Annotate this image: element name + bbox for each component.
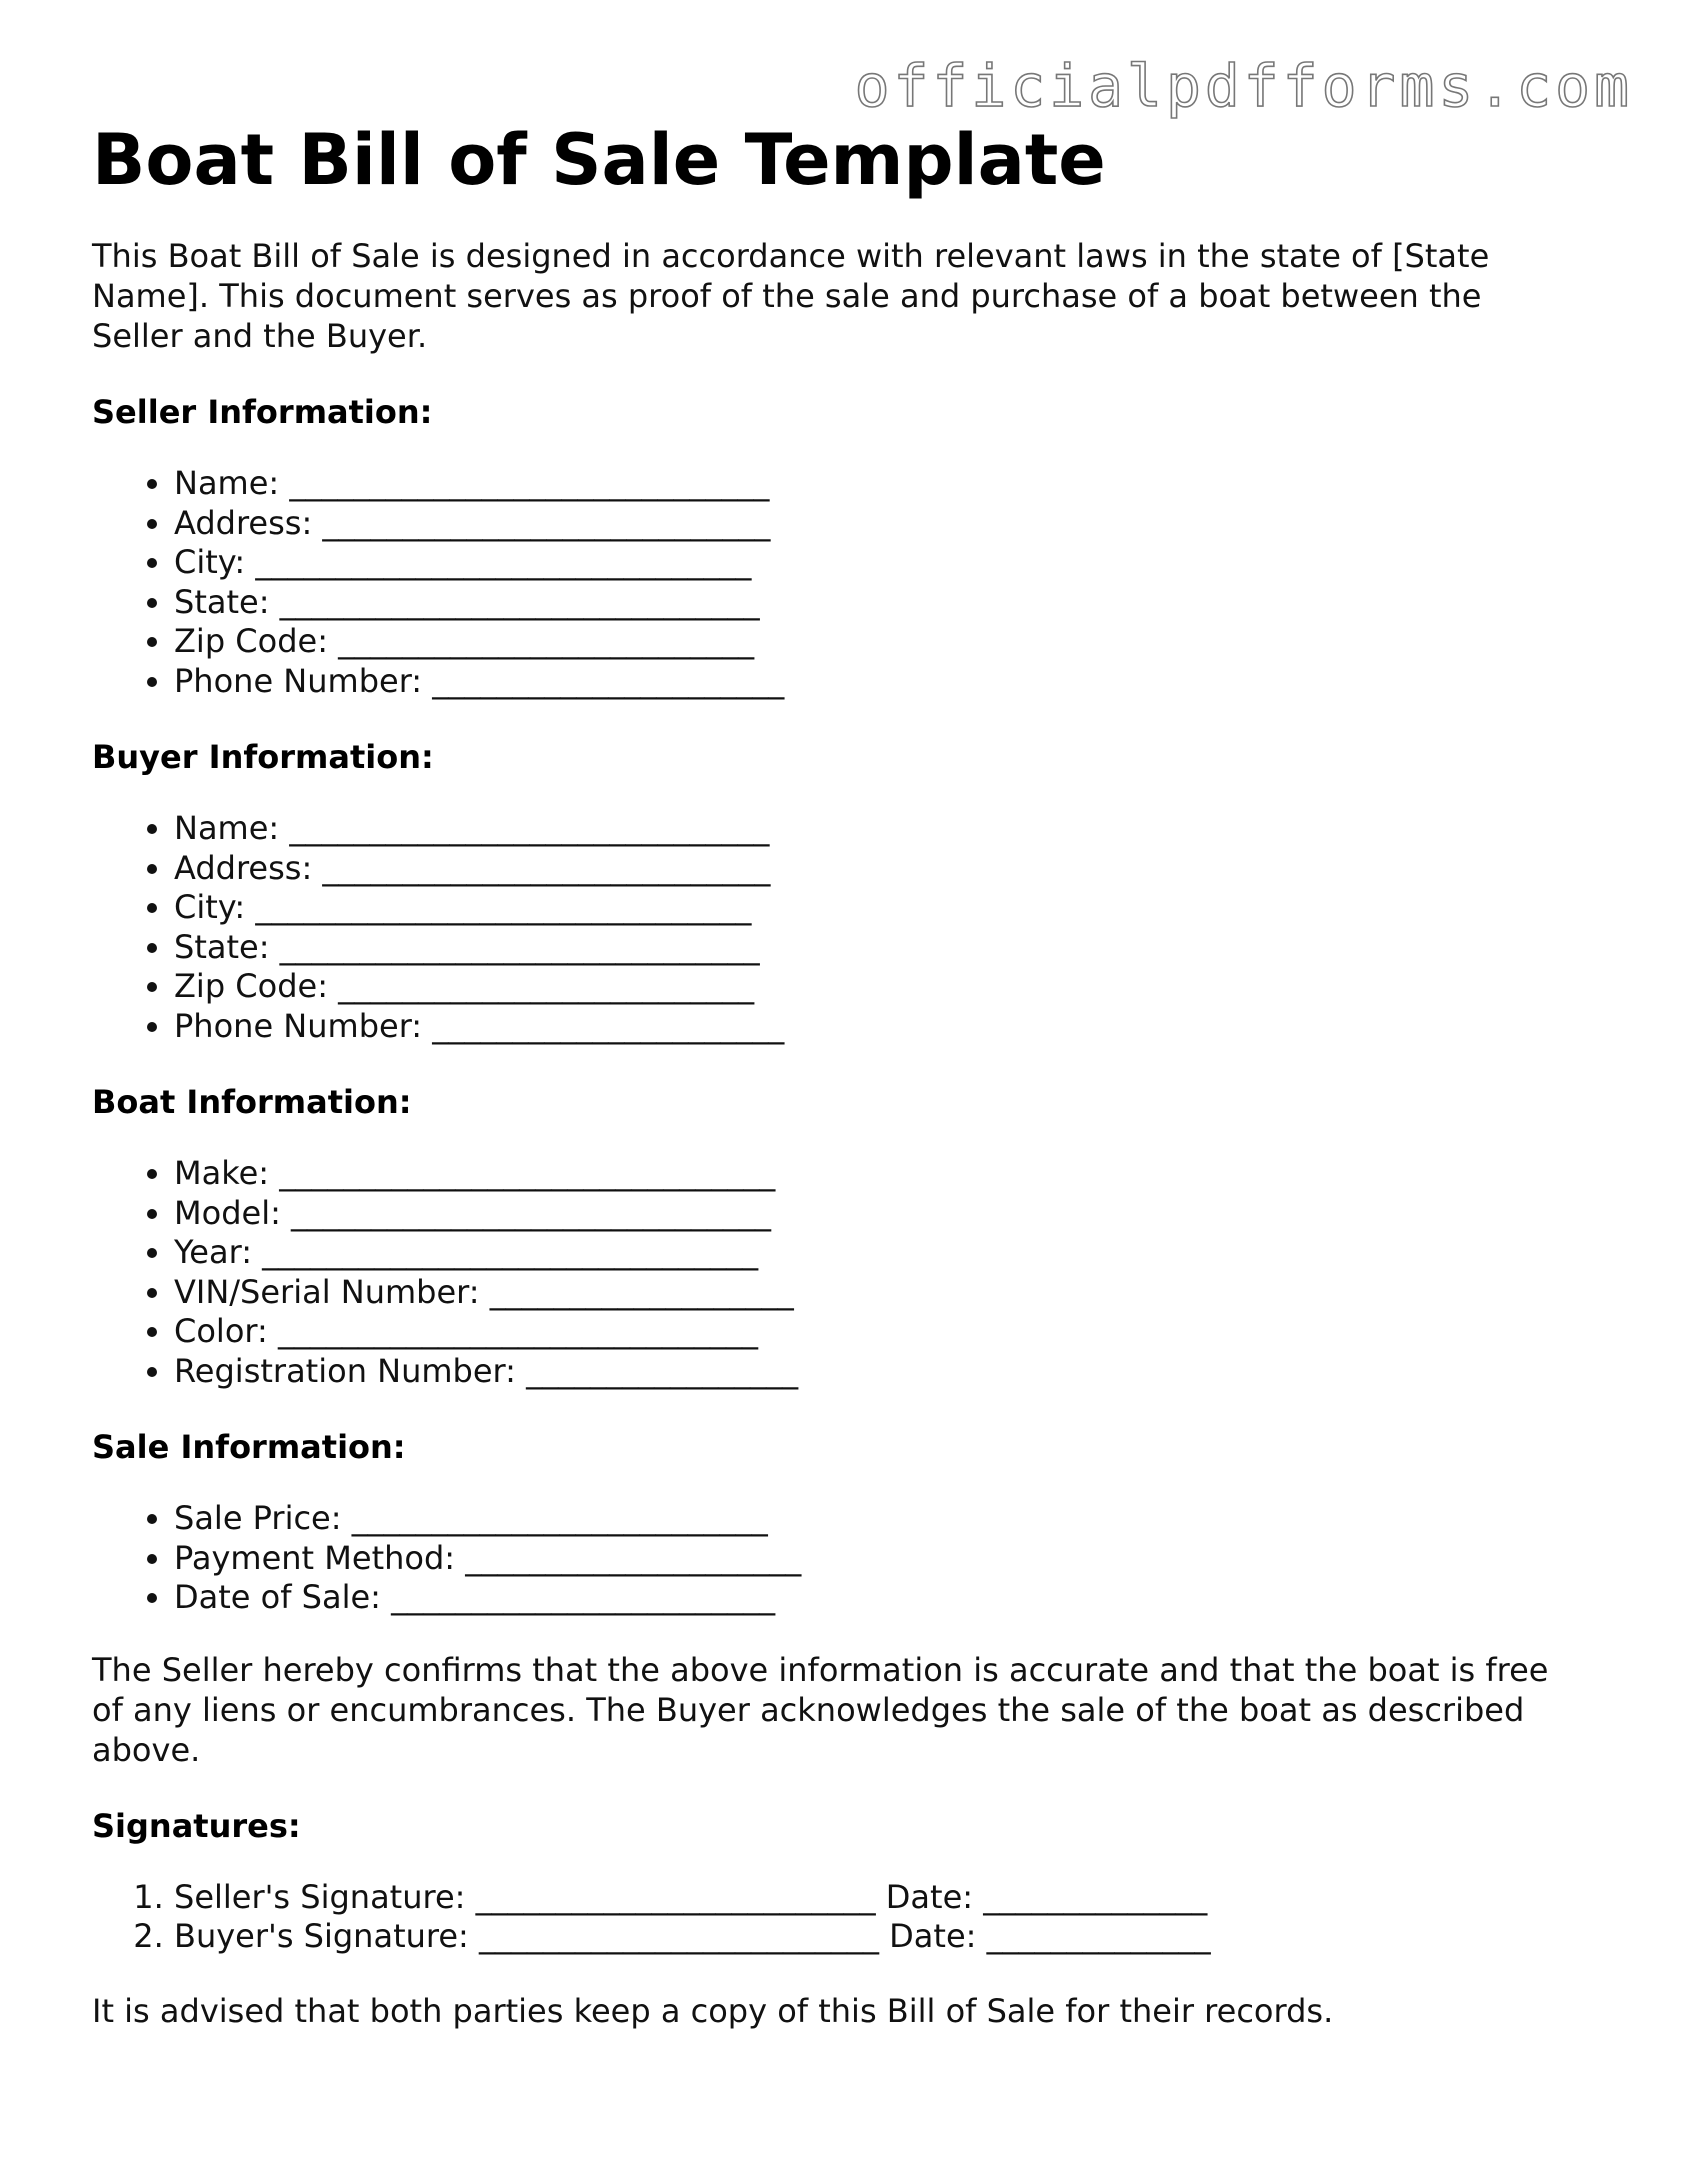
- closing-paragraph: The Seller hereby confirms that the above information is accurate and that the boat is free of any liens or encumbrances. The Buyer acknowledges the sale of the boat as described above.: [92, 1650, 1549, 1769]
- buyer-address-blank[interactable]: ____________________________: [322, 848, 771, 887]
- field-label: Year:: [174, 1233, 252, 1271]
- field-label: VIN/Serial Number:: [174, 1272, 480, 1311]
- boat-registration-field: [174, 1352, 1582, 1392]
- field-label: Model:: [174, 1193, 281, 1232]
- sale-price-field: [174, 1499, 1582, 1539]
- boat-heading: Boat Information:: [92, 1083, 412, 1121]
- page-title: Boat Bill of Sale Template: [92, 119, 1106, 201]
- seller-address-field: [174, 504, 1582, 544]
- seller-city-blank[interactable]: _______________________________: [255, 543, 752, 581]
- seller-phone-blank[interactable]: ______________________: [432, 661, 785, 700]
- buyer-city-field: [174, 888, 1582, 928]
- boat-make-blank[interactable]: _______________________________: [279, 1154, 776, 1192]
- boat-model-field: [174, 1194, 1582, 1234]
- boat-color-blank[interactable]: ______________________________: [277, 1312, 758, 1350]
- buyer-address-field: [174, 849, 1582, 889]
- boat-make-field: [174, 1154, 1582, 1194]
- date-label: Date:: [885, 1877, 974, 1916]
- seller-state-field: [174, 583, 1582, 623]
- payment-method-blank[interactable]: _____________________: [465, 1538, 802, 1577]
- buyer-state-field: [174, 928, 1582, 968]
- boat-color-field: [174, 1312, 1582, 1352]
- buyer-state-blank[interactable]: ______________________________: [279, 927, 760, 966]
- date-label: Date:: [889, 1917, 977, 1955]
- boat-year-blank[interactable]: _______________________________: [262, 1233, 759, 1271]
- final-note: It is advised that both parties keep a copy of this Bill of Sale for their records.: [92, 1991, 1334, 2030]
- buyer-zip-blank[interactable]: __________________________: [338, 967, 755, 1005]
- buyer-date-blank[interactable]: ______________: [986, 1917, 1211, 1955]
- seller-signature-line: [174, 1878, 1582, 1918]
- field-label: Make:: [174, 1154, 270, 1192]
- field-label: Color:: [174, 1312, 268, 1350]
- seller-signature-blank[interactable]: _________________________: [475, 1877, 876, 1916]
- field-label: City:: [174, 888, 246, 926]
- field-label: Zip Code:: [174, 622, 328, 660]
- field-label: Name:: [174, 809, 280, 847]
- sale-heading: Sale Information:: [92, 1428, 406, 1466]
- field-label: Sale Price:: [174, 1499, 342, 1537]
- field-label: Phone Number:: [174, 661, 423, 700]
- sale-price-blank[interactable]: __________________________: [351, 1499, 768, 1537]
- payment-method-field: [174, 1539, 1582, 1579]
- field-label: Registration Number:: [174, 1351, 516, 1390]
- seller-name-field: [174, 464, 1582, 504]
- field-label: Payment Method:: [174, 1538, 456, 1577]
- field-label: Date of Sale:: [174, 1578, 381, 1616]
- signature-list: [92, 1878, 1582, 1957]
- seller-field-list: [92, 464, 1582, 701]
- buyer-name-field: [174, 809, 1582, 849]
- buyer-phone-blank[interactable]: ______________________: [432, 1006, 785, 1045]
- boat-year-field: [174, 1233, 1582, 1273]
- buyer-name-blank[interactable]: ______________________________: [289, 809, 770, 847]
- buyer-field-list: [92, 809, 1582, 1046]
- signatures-heading: Signatures:: [92, 1806, 301, 1845]
- signature-label: Seller's Signature:: [174, 1877, 466, 1916]
- buyer-heading: Buyer Information:: [92, 738, 434, 776]
- document-page: [92, 118, 1582, 2031]
- boat-model-blank[interactable]: ______________________________: [291, 1193, 772, 1232]
- field-label: State:: [174, 927, 270, 966]
- buyer-phone-field: [174, 1007, 1582, 1047]
- field-label: Zip Code:: [174, 967, 328, 1005]
- field-label: Address:: [174, 848, 313, 887]
- boat-field-list: [92, 1154, 1582, 1391]
- seller-date-blank[interactable]: ______________: [983, 1877, 1208, 1916]
- sale-date-field: [174, 1578, 1582, 1618]
- seller-address-blank[interactable]: ____________________________: [322, 503, 771, 542]
- buyer-signature-line: [174, 1917, 1582, 1957]
- watermark: officialpdfforms.com: [854, 52, 1633, 120]
- boat-vin-blank[interactable]: ___________________: [489, 1272, 794, 1311]
- intro-paragraph: This Boat Bill of Sale is designed in accordance with relevant laws in the state of [State Name]. This document serves as proof of the sale and purchase of a boat between the Seller and the Buyer.: [92, 237, 1490, 355]
- seller-city-field: [174, 543, 1582, 583]
- seller-zip-field: [174, 622, 1582, 662]
- seller-heading: Seller Information:: [92, 393, 433, 431]
- signature-label: Buyer's Signature:: [174, 1917, 469, 1955]
- seller-zip-blank[interactable]: __________________________: [338, 622, 755, 660]
- seller-state-blank[interactable]: ______________________________: [279, 582, 760, 621]
- buyer-signature-blank[interactable]: _________________________: [478, 1917, 879, 1955]
- seller-phone-field: [174, 662, 1582, 702]
- boat-registration-blank[interactable]: _________________: [526, 1351, 799, 1390]
- field-label: City:: [174, 543, 246, 581]
- buyer-zip-field: [174, 967, 1582, 1007]
- seller-name-blank[interactable]: ______________________________: [289, 464, 770, 502]
- sale-field-list: [92, 1499, 1582, 1618]
- field-label: State:: [174, 582, 270, 621]
- boat-vin-field: [174, 1273, 1582, 1313]
- field-label: Phone Number:: [174, 1006, 423, 1045]
- buyer-city-blank[interactable]: _______________________________: [255, 888, 752, 926]
- field-label: Address:: [174, 503, 313, 542]
- field-label: Name:: [174, 464, 280, 502]
- sale-date-blank[interactable]: ________________________: [391, 1578, 776, 1616]
